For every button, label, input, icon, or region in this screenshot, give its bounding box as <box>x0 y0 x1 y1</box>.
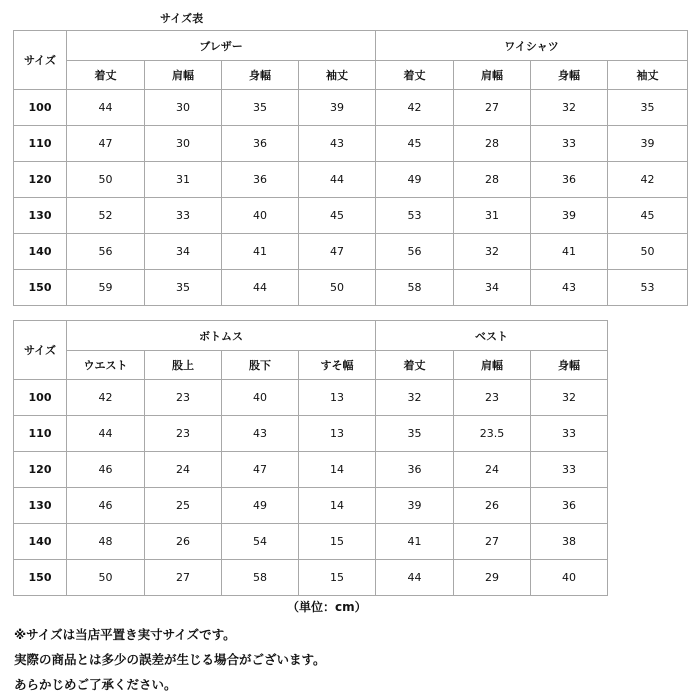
size-cell: 110 <box>14 126 67 162</box>
measurement-cell: 43 <box>531 270 608 306</box>
measurement-cell: 36 <box>531 488 608 524</box>
size-cell: 140 <box>14 524 67 560</box>
measurement-cell: 26 <box>454 488 531 524</box>
measurement-cell: 49 <box>376 162 454 198</box>
table-row <box>14 452 608 488</box>
column-header: 着丈 <box>67 61 145 90</box>
table-row <box>14 488 608 524</box>
measurement-cell: 42 <box>376 90 454 126</box>
table-row <box>14 560 608 596</box>
measurement-cell: 48 <box>67 524 145 560</box>
table-body <box>14 380 608 596</box>
column-header: 着丈 <box>376 351 454 380</box>
table-row <box>14 90 688 126</box>
measurement-cell: 14 <box>299 488 376 524</box>
measurement-cell: 30 <box>145 126 222 162</box>
measurement-cell: 39 <box>531 198 608 234</box>
measurement-cell: 58 <box>376 270 454 306</box>
measurement-cell: 33 <box>531 126 608 162</box>
measurement-cell: 31 <box>145 162 222 198</box>
table-row <box>14 198 688 234</box>
table-row <box>14 524 608 560</box>
group-header-shirt: ワイシャツ <box>376 31 688 61</box>
column-header: 袖丈 <box>608 61 688 90</box>
table-row <box>14 126 688 162</box>
measurement-cell: 23.5 <box>454 416 531 452</box>
table-row <box>14 380 608 416</box>
measurement-cell: 47 <box>222 452 299 488</box>
measurement-cell: 35 <box>145 270 222 306</box>
measurement-cell: 50 <box>299 270 376 306</box>
measurement-cell: 32 <box>454 234 531 270</box>
measurement-cell: 42 <box>67 380 145 416</box>
column-header: 肩幅 <box>454 61 531 90</box>
measurement-cell: 46 <box>67 452 145 488</box>
measurement-cell: 36 <box>376 452 454 488</box>
size-cell: 100 <box>14 90 67 126</box>
measurement-cell: 36 <box>222 126 299 162</box>
column-header: 身幅 <box>222 61 299 90</box>
measurement-cell: 39 <box>376 488 454 524</box>
measurement-cell: 47 <box>67 126 145 162</box>
measurement-cell: 32 <box>531 380 608 416</box>
measurement-cell: 54 <box>222 524 299 560</box>
measurement-cell: 44 <box>222 270 299 306</box>
measurement-cell: 44 <box>299 162 376 198</box>
measurement-cell: 42 <box>608 162 688 198</box>
group-header-vest: ベスト <box>376 321 608 351</box>
size-cell: 150 <box>14 270 67 306</box>
table-row <box>14 416 608 452</box>
bottoms-vest-size-table <box>13 320 608 596</box>
measurement-cell: 43 <box>222 416 299 452</box>
measurement-cell: 43 <box>299 126 376 162</box>
measurement-cell: 40 <box>222 198 299 234</box>
measurement-cell: 34 <box>145 234 222 270</box>
measurement-cell: 15 <box>299 524 376 560</box>
notes <box>14 622 326 697</box>
size-cell: 150 <box>14 560 67 596</box>
measurement-cell: 58 <box>222 560 299 596</box>
column-header: 着丈 <box>376 61 454 90</box>
measurement-cell: 26 <box>145 524 222 560</box>
size-cell: 140 <box>14 234 67 270</box>
measurement-cell: 28 <box>454 126 531 162</box>
measurement-cell: 35 <box>376 416 454 452</box>
size-cell: 130 <box>14 198 67 234</box>
column-header: 肩幅 <box>454 351 531 380</box>
measurement-cell: 41 <box>222 234 299 270</box>
table-row <box>14 270 688 306</box>
group-header-bottoms: ボトムス <box>67 321 376 351</box>
column-header: すそ幅 <box>299 351 376 380</box>
size-cell: 110 <box>14 416 67 452</box>
note-line: ※サイズは当店平置き実寸サイズです。 <box>14 627 236 642</box>
measurement-cell: 14 <box>299 452 376 488</box>
column-header: 股下 <box>222 351 299 380</box>
measurement-cell: 39 <box>608 126 688 162</box>
measurement-cell: 24 <box>145 452 222 488</box>
measurement-cell: 29 <box>454 560 531 596</box>
measurement-cell: 45 <box>299 198 376 234</box>
measurement-cell: 33 <box>145 198 222 234</box>
note-line: あらかじめご了承ください。 <box>14 677 177 692</box>
size-cell: 120 <box>14 452 67 488</box>
measurement-cell: 56 <box>67 234 145 270</box>
size-cell: 100 <box>14 380 67 416</box>
measurement-cell: 32 <box>531 90 608 126</box>
size-column-header: サイズ <box>14 321 67 380</box>
column-header: ウエスト <box>67 351 145 380</box>
measurement-cell: 28 <box>454 162 531 198</box>
measurement-cell: 39 <box>299 90 376 126</box>
note-line: 実際の商品とは多少の誤差が生じる場合がございます。 <box>14 652 326 667</box>
measurement-cell: 45 <box>608 198 688 234</box>
measurement-cell: 36 <box>531 162 608 198</box>
measurement-cell: 38 <box>531 524 608 560</box>
measurement-cell: 32 <box>376 380 454 416</box>
measurement-cell: 50 <box>608 234 688 270</box>
column-header: 肩幅 <box>145 61 222 90</box>
measurement-cell: 56 <box>376 234 454 270</box>
size-chart-title: サイズ表 <box>160 12 204 25</box>
size-column-header: サイズ <box>14 31 67 90</box>
measurement-cell: 40 <box>222 380 299 416</box>
column-header: 身幅 <box>531 61 608 90</box>
measurement-cell: 47 <box>299 234 376 270</box>
measurement-cell: 24 <box>454 452 531 488</box>
measurement-cell: 36 <box>222 162 299 198</box>
measurement-cell: 53 <box>608 270 688 306</box>
measurement-cell: 15 <box>299 560 376 596</box>
measurement-cell: 30 <box>145 90 222 126</box>
measurement-cell: 27 <box>454 90 531 126</box>
unit-label: （単位：cm） <box>287 600 367 614</box>
column-header: 股上 <box>145 351 222 380</box>
measurement-cell: 44 <box>67 416 145 452</box>
blazer-shirt-size-table <box>13 30 688 306</box>
measurement-cell: 23 <box>145 380 222 416</box>
measurement-cell: 23 <box>145 416 222 452</box>
measurement-cell: 25 <box>145 488 222 524</box>
column-header: 身幅 <box>531 351 608 380</box>
table-body <box>14 90 688 306</box>
measurement-cell: 27 <box>454 524 531 560</box>
measurement-cell: 49 <box>222 488 299 524</box>
measurement-cell: 46 <box>67 488 145 524</box>
measurement-cell: 40 <box>531 560 608 596</box>
table-row <box>14 162 688 198</box>
measurement-cell: 23 <box>454 380 531 416</box>
measurement-cell: 33 <box>531 416 608 452</box>
group-header-blazer: ブレザー <box>67 31 376 61</box>
size-cell: 120 <box>14 162 67 198</box>
measurement-cell: 41 <box>376 524 454 560</box>
table-row <box>14 234 688 270</box>
measurement-cell: 59 <box>67 270 145 306</box>
column-header: 袖丈 <box>299 61 376 90</box>
measurement-cell: 50 <box>67 560 145 596</box>
measurement-cell: 44 <box>67 90 145 126</box>
measurement-cell: 27 <box>145 560 222 596</box>
size-cell: 130 <box>14 488 67 524</box>
measurement-cell: 31 <box>454 198 531 234</box>
measurement-cell: 35 <box>608 90 688 126</box>
measurement-cell: 50 <box>67 162 145 198</box>
measurement-cell: 13 <box>299 380 376 416</box>
measurement-cell: 34 <box>454 270 531 306</box>
measurement-cell: 41 <box>531 234 608 270</box>
measurement-cell: 35 <box>222 90 299 126</box>
measurement-cell: 45 <box>376 126 454 162</box>
measurement-cell: 13 <box>299 416 376 452</box>
measurement-cell: 53 <box>376 198 454 234</box>
measurement-cell: 33 <box>531 452 608 488</box>
measurement-cell: 52 <box>67 198 145 234</box>
measurement-cell: 44 <box>376 560 454 596</box>
